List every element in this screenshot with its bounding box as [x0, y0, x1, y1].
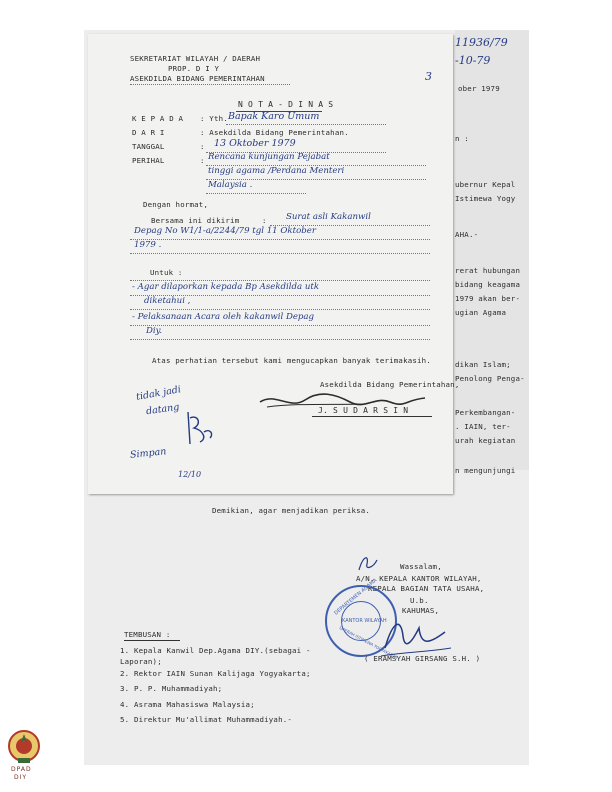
stamp-inner-text: KANTOR WILAYAH — [342, 618, 387, 624]
untuk-line-2 — [130, 309, 430, 310]
perihal-line-3 — [206, 193, 306, 194]
kepada-label: K E P A D A — [132, 114, 184, 123]
tanggal-label: TANGGAL — [132, 142, 165, 151]
memo-title: N O T A - D I N A S — [238, 100, 334, 109]
stamp-outer-text: DEPARTEMEN AGAMA — [333, 577, 379, 617]
untuk-handwritten-4: Diy. — [146, 326, 163, 336]
page-number: 3 — [425, 70, 432, 83]
tembusan-item: 2. Rektor IAIN Sunan Kalijaga Yogyakarta; — [120, 669, 311, 678]
greeting: Dengan hormat, — [143, 200, 209, 209]
kahumas-label: KAHUMAS, — [402, 606, 440, 615]
bersama-handwritten-3: 1979 . — [134, 240, 162, 250]
stamp-bottom-text: DAERAH ISTIMEWA YOGYAKARTA — [338, 625, 399, 660]
perihal-handwritten-1: Rencana kunjungan Pejabat — [208, 152, 330, 162]
dari-value: : Asekdilda Bidang Pemerintahan. — [200, 128, 349, 137]
bersama-line-3 — [130, 253, 430, 254]
note-simpan: Simpan — [129, 446, 167, 461]
dari-label: D A R I — [132, 128, 165, 137]
tanggal-handwritten: 13 Oktober 1979 — [214, 138, 296, 149]
corner-register-number: 11936/79 — [455, 36, 508, 49]
memo-header-line1: SEKRETARIAT WILAYAH / DAERAH — [130, 54, 261, 63]
bg-line: Istimewa Yogy — [455, 194, 516, 203]
untuk-handwritten-1: - Agar dilaporkan kepada Bp Asekdilda utk — [132, 282, 320, 292]
untuk-label: Untuk : — [150, 268, 183, 277]
tembusan-underline — [124, 640, 180, 641]
bg-line: bidang keagama — [455, 280, 521, 289]
kepada-handwritten: Bapak Karo Umum — [228, 111, 320, 122]
note-tidak-jadi: tidak jadi — [135, 384, 182, 403]
bg-line: n mengunjungi — [455, 466, 516, 475]
bg-date-fragment: ober 1979 — [458, 84, 500, 93]
tanggal-value: : — [200, 142, 205, 151]
tembusan-item: 4. Asrama Mahasiswa Malaysia; — [120, 700, 255, 709]
signatory-title: Asekdilda Bidang Pemerintahan, — [320, 380, 460, 389]
dpad-diy-logo — [6, 728, 42, 768]
untuk-line-0 — [130, 280, 430, 281]
bg-line: Penolong Penga- — [455, 374, 525, 383]
perihal-value: : — [200, 156, 205, 165]
tembusan-item: 1. Kepala Kanwil Dep.Agama DIY.(sebagai - — [120, 646, 311, 655]
bersama-handwritten-2: Depag No W1/1-a/2244/79 tgl 11 Oktober — [134, 226, 316, 236]
tembusan-item: Laporan); — [120, 657, 162, 666]
kepada-line — [226, 124, 386, 125]
kepada-value: : Yth. — [200, 114, 228, 123]
bersama-label: Bersama ini dikirim — [151, 216, 240, 225]
bersama-handwritten-1: Surat asli Kakanwil — [286, 212, 371, 222]
wassalam: Wassalam, — [400, 562, 442, 571]
background-letter-shadow — [455, 30, 529, 470]
perihal-handwritten-3: Malaysia . — [208, 180, 253, 190]
signatory-name-underline — [312, 416, 432, 417]
untuk-handwritten-2: diketahui , — [144, 296, 191, 306]
bg-line: dikan Islam; — [455, 360, 511, 369]
logo-caption-diy: DIY — [14, 774, 28, 781]
closing-sentence: Atas perhatian tersebut kami mengucapkan banyak terimakasih. — [152, 356, 431, 365]
header-underline — [130, 84, 290, 85]
perihal-handwritten-2: tinggi agama /Perdana Menteri — [208, 166, 345, 176]
demikian-sentence: Demikian, agar menjadikan periksa. — [212, 506, 371, 515]
note-datang: datang — [145, 401, 181, 418]
note-date: 12/10 — [178, 470, 202, 479]
bersama-colon: : — [262, 216, 267, 225]
logo-caption-dpad: DPAD — [11, 766, 32, 773]
tembusan-item: 5. Direktur Mu'allimat Muhammadiyah.- — [120, 715, 293, 724]
perihal-label: PERIHAL — [132, 156, 165, 165]
memo-header-line3: ASEKDILDA BIDANG PEMERINTAHAN — [130, 74, 265, 83]
bg-line: ugian Agama — [455, 308, 507, 317]
kahumas-signer: ( ERAMSYAH GIRSANG S.H. ) — [364, 654, 481, 663]
bersama-line-2 — [130, 239, 430, 240]
bg-line: . IAIN, ter- — [455, 422, 511, 431]
corner-register-date: -10-79 — [455, 54, 491, 67]
bg-line: Perkembangan- — [455, 408, 516, 417]
untuk-line-4 — [130, 339, 430, 340]
ub-label: U.b. — [410, 596, 429, 605]
untuk-line-3 — [130, 325, 430, 326]
handwritten-initial-scribble — [180, 408, 220, 452]
signatory-name: J. S U D A R S I N — [318, 406, 409, 415]
small-handwritten-mark — [355, 552, 381, 574]
bg-line: ubernur Kepal — [455, 180, 516, 189]
untuk-handwritten-3: - Pelaksanaan Acara oleh kakanwil Depag — [132, 312, 315, 322]
tembusan-item: 3. P. P. Muhammadiyah; — [120, 684, 223, 693]
kepala-bagian-tata-usaha: KEPALA BAGIAN TATA USAHA, — [368, 584, 485, 593]
bg-line: urah kegiatan — [455, 436, 516, 445]
bg-line: 1979 akan ber- — [455, 294, 521, 303]
tembusan-label: TEMBUSAN : — [124, 630, 171, 639]
bg-line: rerat hubungan — [455, 266, 521, 275]
bg-line: AHA.- — [455, 230, 479, 239]
an-kepala-kantor: A/N. KEPALA KANTOR WILAYAH, — [356, 574, 482, 583]
memo-header-line2: PROP. D I Y — [168, 64, 220, 73]
bg-colon: n : — [455, 134, 469, 143]
